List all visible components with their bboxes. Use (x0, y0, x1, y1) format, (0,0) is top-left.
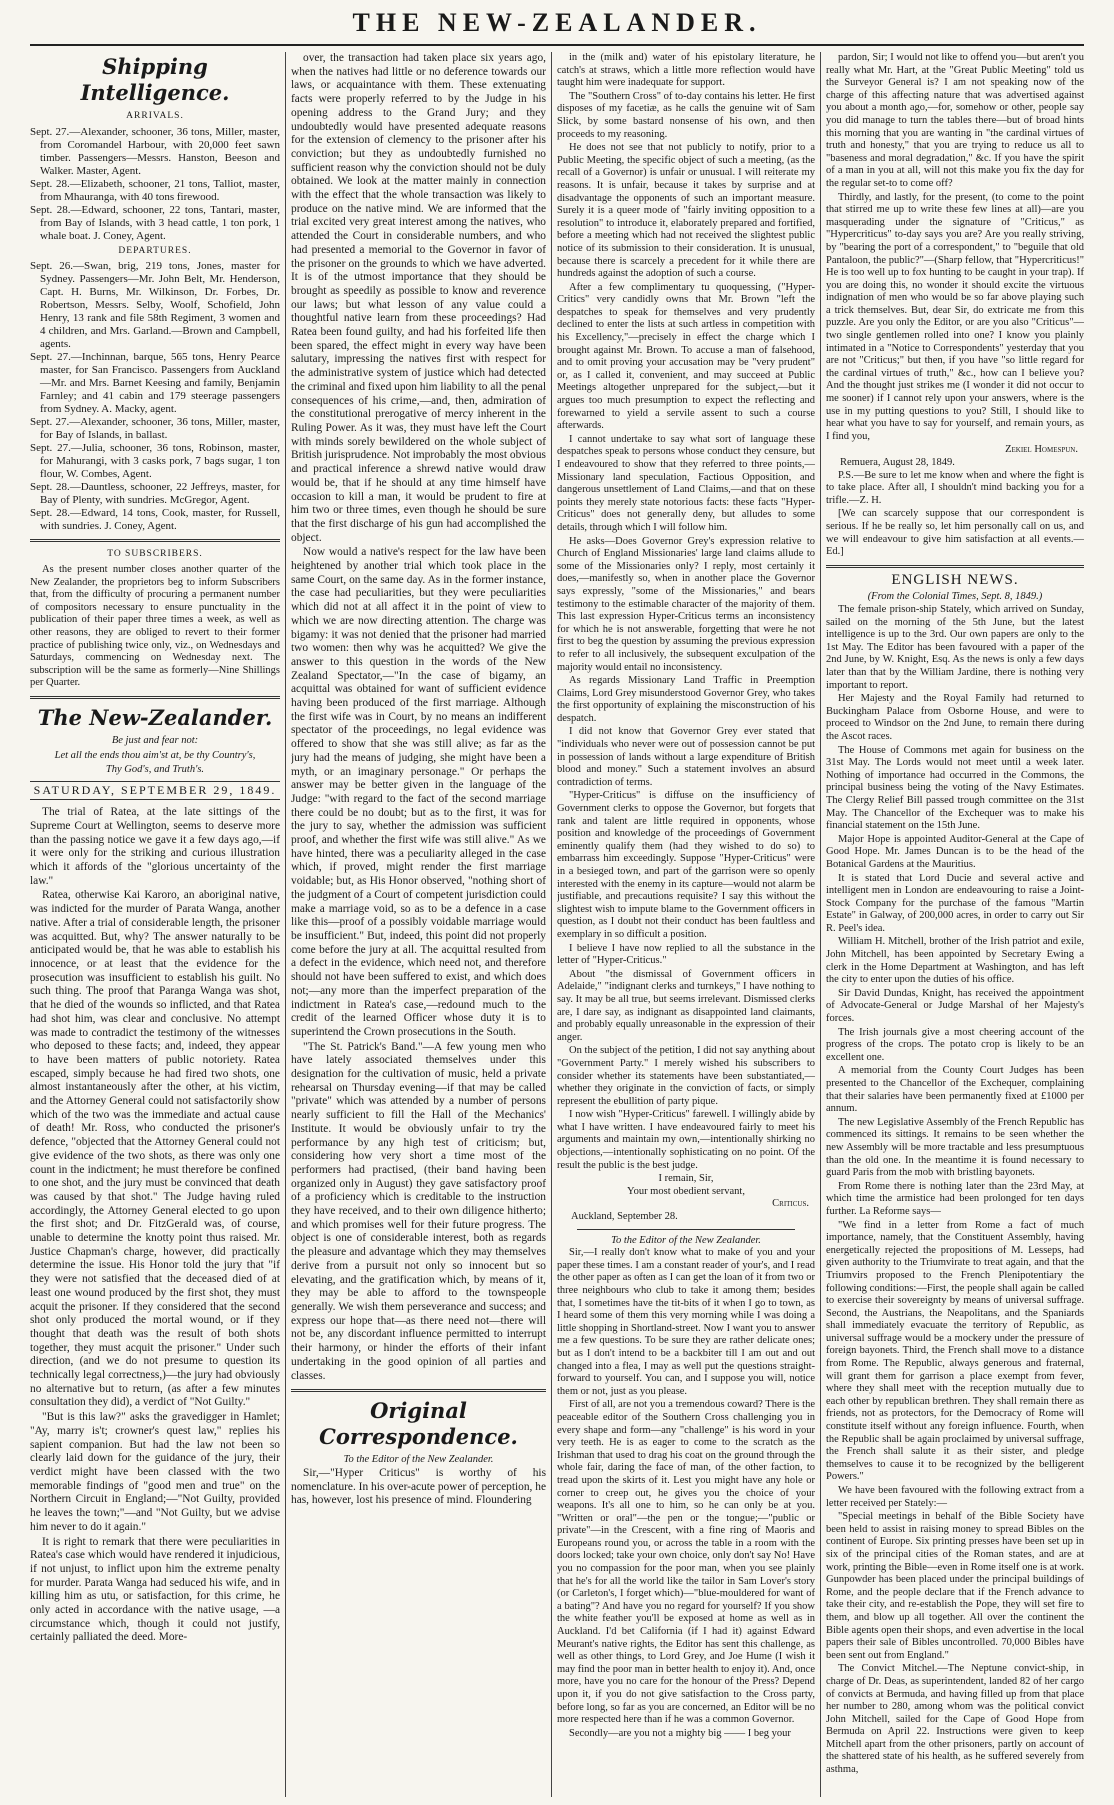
departures-list (30, 260, 280, 533)
homespun-letter (557, 1247, 815, 1740)
masthead: THE NEW-ZEALANDER. (352, 8, 762, 37)
letter-paragraph: The "Southern Cross" of to-day contains his letter. He first disposes of my facetiæ, as he calls the genuine wit of Sam Slick, by some bastard nonsense of his own, and then proceeds to my reasoning. (557, 90, 815, 140)
letter-paragraph: On the subject of the petition, I did not say anything about "Government Party." I merely wished his subscribers to consider whether its statements have been substantiated,—whether they originate in the conviction of facts, or simply represent the ebullition of party pique. (557, 1045, 815, 1107)
letter-signature: Zekiel Homespun. (1005, 444, 1078, 456)
letter-place-date: Remuera, August 28, 1849. (840, 457, 955, 468)
news-paragraph: It is stated that Lord Ducie and several active and intelligent men in London are endeavouring to raise a Joint-Stock Company for the purchase of the famous "Martin Estate" in Galway, of 200,000 acres, in order to carry out Sir R. Peel's idea. (826, 872, 1084, 934)
subscribers-notice: As the present number closes another quarter of the New Zealander, the proprietors beg to inform Subscribers that, from the difficulty of procuring a permanent number of compositors necessary to ensure punctuality in the publication of their paper three times a week, as well as other reasons, they are obliged to revert to their former practice of publishing twice only, viz., on Wednesdays and Saturdays, commencing on Wednesday next. The subscription will be the same as formerly—Nine Shillings per Quarter. (30, 564, 280, 689)
arrival-entry: Sept. 27.—Alexander, schooner, 36 tons, Miller, master, from Coromandel Harbour, with 20,000 feet sawn timber. Passengers—Messrs. Hanston, Beeson and Walker. Master, Agent. (30, 125, 280, 177)
motto-line: Thy God's, and Truth's. (105, 764, 205, 776)
editor-note: [We can scarcely suppose that our correspondent is serious. If he be really so, let him personally call on us, and we will endeavour to give him satisfaction at all events.—Ed.] (826, 508, 1084, 558)
letter-closing: I remain, Sir, (658, 1173, 714, 1185)
departures-label: DEPARTURES. (118, 245, 192, 256)
news-paragraph: Her Majesty and the Royal Family had returned to Buckingham Palace from Osborne House, and were to proceed to Windsor on the 2nd June, to remain there during the Ascot races. (826, 693, 1084, 742)
arrival-entry: Sept. 28.—Edward, schooner, 22 tons, Tantari, master, from Bay of Islands, with 3 head cattle, 1 ton pork, 1 whale boat. J. Coney, Agent. (30, 203, 280, 242)
news-paragraph: We have been favoured with the following extract from a letter received per Stately:— (826, 1485, 1084, 1509)
section-rule (30, 696, 280, 699)
letter-signature: Criticus. (772, 1198, 809, 1210)
article-paragraph: over, the transaction had taken place six years ago, when the natives had little or no deference towards our laws, or acquaintance with them. These extenuating facts were properly referred to by the Judge in his opening address to the Grand Jury; and they undoubtedly would have presented adequate reasons for the extension of clemency to the prisoner after his conviction; but they as undoubtedly furnished no sufficient reason why the conviction should not be duly obtained. We look at the matter mainly in connection with the effect that the whole transaction was likely to produce on the native mind. We are informed that the trial excited very great interest among the natives, who attended the Court in considerable numbers, and who had presented a memorial to the Governor in favor of the prisoner on the grounds to which we have adverted. It is of the utmost importance that they should be brought as speedily as possible to know and reverence our laws; but what lesson of any value could a thoughtful native learn from these proceedings? Had Ratea been found guilty, and had his forfeited life then been spared, the effect might in every way have been salutary, impressing the natives first with respect for the administrative system of justice which had detected the criminal and fixed upon him liability to all the penal consequences of his crime,—and, then, admiration of the constitutional prerogative of mercy inherent in the Ruling Power. As it was, they must have left the Court with minds sorely bewildered on the whole subject of British jurisprudence. Not improbably the most obvious and practical inference a shrewd native would draw would be, that if he should at any time himself have occasion to kill a man, it would be prudent to fire at him two or three times, even though he should be sure that the first discharge of his gun had accomplished the object. (291, 52, 546, 544)
paper-title: The New-Zealander. (37, 705, 273, 731)
letter-closing: Your most obedient servant, (627, 1185, 745, 1197)
section-rule (577, 1229, 795, 1230)
article-paragraph: Now would a native's respect for the law have been heightened by another trial which took place in the same Court, on the same day. As in the former instance, the case had peculiarities, but they were peculiarities which did not at all affect it in the point of view to which we are now directing attention. The charge was bigamy: it was not denied that the prisoner had married two women: then why was he acquitted? We give the answer to this question in the words of the New Zealand Spectator,—"In the case of bigamy, an acquittal was obtained for want of sufficient evidence having been produced of the first marriage. Although the first wife was in Court, by no means an indifferent spectator of the proceedings, no legal evidence was offered to show that she was still alive; as far as the jury had the means of judging, she might have been a myth, or an imaginary personage." Or perhaps the answer may be better given in the language of the Judge: "with regard to the fact of the second marriage there could be no doubt; but as to the first, it was for the jury to say, whether the admission was sufficient proof, and whether the first wife was still alive." As we have hinted, there was a peculiarity alleged in the case which, if proved, might render the first marriage voidable; but, as His Honor observed, "nothing short of the judgment of a Court of competent jurisdiction could make a marriage void, so as to be a defence in a case like this—proof of a possibly voidable marriage would be insufficient." But, indeed, this point did not properly come before the jury at all. The acquittal resulted from a defect in the evidence, which need not, and therefore should not have been suffered to exist, and which does not;—any more than the imperfect preparation of the indictment in Ratea's case,—redound much to the credit of the learned Officer whose duty it is to superintend the Crown prosecutions in the South. (291, 546, 546, 1038)
news-paragraph: From Rome there is nothing later than the 23rd May, at which time the armistice had been prolonged for ten days further. La Reforme says— (826, 1180, 1084, 1217)
letter-paragraph: I cannot undertake to say what sort of language these despatches speak to persons whose conduct they censure, but I endeavoured to show that they referred to three points,—Missionary land speculation, Factious Opposition, and dangerous unsettlement of Land Claims,—and that on these points they merely state notorious facts: these facts "Hyper-Criticus" does not generally deny, but alludes to some details, through which I will follow him. (557, 433, 815, 533)
letter-paragraph: pardon, Sir; I would not like to offend you—but aren't you really what Mr. Hart, at the "Great Public Meeting" told us the Surveyor General is? I am not speaking now of the charge of this affecting nature that was advertised against you about a month ago,—for, somehow or other, people say you did manage to turn the tables there—but of broad hints this morning that you are wanting in "the cardinal virtues of truth and honesty," that you are trying to reduce us all to "baseness and moral degradation," &c. If you have the spirit of a man in you at all, will not this make you fix the day for the regular set-to to come off? (826, 52, 1084, 189)
english-news-heading: ENGLISH NEWS. (891, 571, 1019, 588)
criticus-letter (557, 52, 815, 1172)
letter-paragraph: He asks—Does Governor Grey's expression relative to Church of England Missionaries' large land claims allude to some of the Missionaries only? I reply, most certainly it does,—manifestly so, when in another place the Governor says expressly, "some of the Missionaries," and bears testimony to the estimable character of the majority of them. This last expression Hyper-Criticus terms an inconsistency for which he is not answerable, forgetting that were he not first to beg the question by assuming the previous expression to refer to all inclusively, the subsequent exculpation of the majority would entail no inconsistency. (557, 535, 815, 673)
letter-paragraph: I believe I have now replied to all the substance in the letter of "Hyper-Criticus." (557, 942, 815, 967)
letter-paragraph: "Hyper-Criticus" is diffuse on the insufficiency of Government clerks to oppose the Governor, but forgets that rank and talent are little required in opponents, whose position and knowledge of the proceedings of Government eminently qualify them (had they wished to do so) to embarrass him exceedingly. Suppose "Hyper-Criticus" were in a besieged town, and part of the garrison were so openly interested with the enemy in its capture—would not alarm be justifiable, and precautions requisite? I say this without the slightest wish to impute blame to the Government officers in question, as I doubt not their conduct has been faultless and exemplary in so difficult a position. (557, 790, 815, 940)
letter-salutation-line: To the Editor of the New Zealander. (611, 1234, 761, 1246)
article-paragraph: Ratea, otherwise Kai Karoro, an aboriginal native, was indicted for the murder of Parata Wanga, another native. After a trial of considerable length, the prisoner was acquitted. But, why? The answer naturally to be anticipated would be, that he was able to establish his innocence, or at least that the evidence for the prosecution was insufficient to establish his guilt. No such thing. The proof that Paranga Wanga was shot, that he died of the wounds so inflicted, and that Ratea had shot him, was clear and conclusive. No attempt was made to contradict the testimony of the witnesses who deposed to these facts; and, indeed, they appear to have been matters of public notoriety. Ratea escaped, simply because he had fired two shots, one almost instantaneously after the other, at his victim, and the Attorney General could not satisfactorily show which of the two was the immediate and actual cause of death! Mr. Ross, who conducted the prisoner's defence, "objected that the Attorney General could not give evidence of the two shots, as there was only one count in the indictment; he must therefore be confined to one shot, and the jury must be convinced that death was caused by that shot." The Judge having ruled accordingly, the Attorney General elected to go upon the first shot; and Dr. FitzGerald was, of course, unable to determine the knotty point thus raised. Mr. Justice Chapman's charge, however, did practically determine the issue. His Honor told the jury that "if they were not satisfied that the deceased died of at least one wound produced by the first shot, they must acquit the prisoner. If they considered that the second shot only produced the mortal wound, or if they thought that death was the result of both shots together, they must acquit the prisoner." Under such direction, (and we do not presume to question its technically legal correctness,)—the jury had obviously no alternative but to return, (as after a few minutes consultation they did), a verdict of "Not Guilty." (30, 889, 280, 1409)
article-paragraph: It is right to remark that there were peculiarities in Ratea's case which would have rendered it injudicious, if not unjust, to inflict upon him the extreme penalty for murder. Parata Wanga had seduced his wife, and in killing him as utu, or satisfaction, for this crime, he only acted in accordance with the native usage, —a circumstance which, though it could not justify, certainly palliated the deed. More- (30, 1535, 280, 1644)
column-rule (551, 52, 552, 1797)
article-paragraph: "But is this law?" asks the gravedigger in Hamlet; "Ay, marry is't; crowner's quest law," replies his sapient companion. But had the law not been so clearly laid down for the guidance of the jury, their verdict might have been classed with the two memorable findings of "good men and true" on the Northern Circuit in England;—"Not Guilty, provided he leaves the town;"—and "Not Guilty, but we advise him never to do it again." (30, 1411, 280, 1533)
news-paragraph: The new Legislative Assembly of the French Republic has commenced its sittings. It remains to be seen whether the new Assembly will be more tractable and less presumptuous than the old one. In the meantime it is found necessary to guard Paris from the mob with bristling bayonets. (826, 1116, 1084, 1179)
letter-paragraph: I did not know that Governor Grey ever stated that "individuals who never were out of possession cannot be put in possession of lands without a large expenditure of British blood and money." Such a statement involves an absurd contradiction of terms. (557, 726, 815, 788)
arrivals-label: ARRIVALS. (126, 111, 184, 121)
correspondence-heading: Original Correspondence. (319, 1398, 518, 1450)
letter-paragraph: After a few complimentary tu quoquessing, ("Hyper-Critics" very candidly owns that Mr. Brown "left the despatches to speak for themselves and very prudently declined to enter the lists at such artless in competition with his Excellency,"—precisely in effect the charge which I brought against Mr. Brown. To accuse a man of falsehood, and to omit proving your accusation may be "very prudent" or, as I called it, convenient, and may succeed at Public Meetings altogether unprepared for the subject,—but it argues too much presumption to expect the reflecting and forewarned to yield a servile assent to such a course afterwards. (557, 281, 815, 432)
motto-line: Be just and fear not: (111, 735, 199, 747)
news-paragraph: Sir David Dundas, Knight, has received the appointment of Advocate-General or Judge Marshal of her Majesty's forces. (826, 987, 1084, 1025)
column-2 (291, 52, 546, 1797)
letter-paragraph: First of all, are not you a tremendous coward? There is the peaceable editor of the Southern Cross challenging you in every shape and form—any "challenge" is his word in your very teeth. He is as eager to come to the scratch as the Irishman that used to drag his coat on the ground through the whole fair, daring the face of man, of the other faction, to tread upon the skirts of it. Lest you might have any hole or corner to creep out, he gives you the choice of your weapons. It's all one to him, so he can only be at you. "Written or oral"—the pen or the tongue;—"public or private"—in the Crescent, with a fine ring of Maoris and Europeans round you, or across the table in a room with the doors locked; take your own choice, only don't say No! Have you no compassion for the poor man, when you see plainly that he's for all the world like the tailor in Sam Lover's story (or Carleton's, I forget which)—"blue-mouldered for want of a bating"? And have you no regard for yourself? If you show the white feather you'll be exposed at home as well as in Auckland. I'd bet California (if I had it) against Edward Meurant's native rights, the Editor has sent this challenge, as well as other things, to Lord Grey, and Joe Hume (I wish it may find the poor man in better health to enjoy it). And, once more, have you no care for the honour of the Press? Depend upon it, if you do not give satisfaction to the Cross party, before long, so far as you are concerned, an Editor will be no more respected here than if he was a common Governor. (557, 1399, 815, 1726)
letter-paragraph: Thirdly, and lastly, for the present, (to come to the point that stirred me up to write these few lines at all)—are you masquerading under the signature of "Criticus," as "Hypercriticus" to-day says you are? Are you really striving, by "bearing the port of a correspondent," to "beguile that old Pantaloon, the public?"—(Sharp fellow, that "Hypercriticus!" He is too well up to fox hunting to be caught in your trap). If you are doing this, no wonder it should excite the virtuous indignation of men who would be so far above playing such a trick themselves. But, dear Sir, do extricate me from this puzzle. Are you only the Editor, or are you also "Criticus"—two single gentlemen rolled into one? I know you plainly intimated in a "Notice to Correspondents" yesterday that you are not "Criticus;" but then, if you have "so little regard for the cardinal virtues of truth," &c., how can I believe you? And the thought just strikes me (I wonder it did not occur to me sooner) if I cannot rely upon your answers, where is the use in my putting questions to you? Still, I should like to hear what you have to say for yourself, and remain yours, as I find you, (826, 191, 1084, 442)
article-paragraph: The trial of Ratea, at the late sittings of the Supreme Court at Wellington, seems to deserve more than the passing notice we gave it a few days ago,—if it were only for the striking and curious illustration which it affords of the "glorious uncertainty of the law." (30, 806, 280, 887)
english-news-body (826, 604, 1084, 1777)
news-paragraph: The female prison-ship Stately, which arrived on Sunday, sailed on the morning of the 5th June, but the latest intelligence is up to the 3rd. Our own papers are only to the 1st May. The Editor has been favoured with a paper of the 2nd June, by W. Knight, Esq. As the news is only a few days later than that by the William Jardine, there is nothing very important to report. (826, 604, 1084, 691)
section-rule (826, 565, 1084, 568)
motto-line: Let all the ends thou aim'st at, be thy Country's, (54, 749, 256, 761)
column-rule (820, 52, 821, 1797)
shipping-heading: Shipping Intelligence. (80, 54, 230, 105)
subscribers-heading: TO SUBSCRIBERS. (107, 549, 203, 560)
news-paragraph: William H. Mitchell, brother of the Irish patriot and exile, John Mitchell, has been appointed by Secretary Ewing a clerk in the Home Department at Washington, and has left the city to enter upon the duties of his office. (826, 936, 1084, 986)
masthead-rule (30, 44, 1084, 46)
departure-entry: Sept. 27.—Inchinnan, barque, 565 tons, Henry Pearce master, for San Francisco. Passengers from Auckland—Mr. and Mrs. Barnet Keesing and family, Benjamin Farnley; and 41 cabin and 179 steerage passengers from Sydney. A. Macky, agent. (30, 351, 280, 416)
letter-paragraph: I now wish "Hyper-Criticus" farewell. I willingly abide by what I have written. I have endeavoured fairly to meet his arguments and maintain my own,—intentionally shirking no objections,—intentionally sophisticating on no point. Of the result the public is the best judge. (557, 1109, 815, 1171)
leader-article (30, 806, 280, 1645)
departure-entry: Sept. 27.—Julia, schooner, 36 tons, Robinson, master, for Mahurangi, with 3 casks pork, 7 bags sugar, 1 ton flour, W. Combes, Agent. (30, 442, 280, 481)
column-4 (826, 52, 1084, 1797)
letter-salutation-line: To the Editor of the New Zealander. (343, 1454, 494, 1466)
letter-paragraph: in the (milk and) water of his epistolary literature, he catch's at straws, which a little more reflection would have taught him were inadequate for support. (557, 52, 815, 89)
letter-paragraph: Secondly—are you not a mighty big —— I beg your (569, 1727, 791, 1739)
letter-paragraph: Sir,—I really don't know what to make of you and your paper these times. I am a constant reader of your's, and I read the other paper as often as I can get the loan of it from two or three neighbours who club to take it among them; besides that, I sometimes have the tit-bits of it when I go to town, as I heard some of them this very morning while I was doing a little shopping in Shortland-street. Now I want you to answer me a few questions. To be sure they are rather delicate ones; but as I don't intend to be a backbiter till I am out and out changed into a flea, I may as well put the questions straight-forward to yourself. You can, and I suppose you will, notice them or not, just as you please. (557, 1247, 815, 1397)
news-paragraph: Major Hope is appointed Auditor-General at the Cape of Good Hope. Mr. James Duncan is to be the head of the Botanical Gardens at the Mauritius. (826, 833, 1084, 870)
departure-entry: Sept. 26.—Swan, brig, 219 tons, Jones, master for Sydney. Passengers—Mr. John Belt, Mr. Henderson, Capt. H. Burns, Mr. Wilkinson, Dr. Forbes, Dr. Robertson, Messrs. Selby, Woolf, Schofield, John Henry, 13 rank and file 58th Regiment, 3 women and 4 children, and Mrs. Garland.—Brown and Campbell, agents. (30, 260, 280, 351)
homespun-letter-cont (826, 52, 1084, 443)
news-source: (From the Colonial Times, Sept. 8, 1849.) (867, 591, 1043, 603)
section-rule (291, 1389, 546, 1392)
letter-paragraph: As regards Missionary Land Traffic in Preemption Claims, Lord Grey misunderstood Governor Grey, who takes the first opportunity of explaining the misconstruction of his despatch. (557, 675, 815, 724)
dateline: SATURDAY, SEPTEMBER 29, 1849. (30, 781, 280, 801)
column-2-articles (291, 52, 546, 1383)
departure-entry: Sept. 27.—Alexander, schooner, 36 tons, Miller, master, for Bay of Islands, in ballast. (30, 416, 280, 442)
column-3 (557, 52, 815, 1797)
letter-place-date: Auckland, September 28. (571, 1211, 678, 1223)
letter-paragraph: He does not see that not publicly to notify, prior to a Public Meeting, the specific object of such a meeting, (as the recall of a Governor) is unfair or unusual. I will reiterate my reasons. It is unfair, because it takes by surprise and at disadvantage the opponents of such an important measure. Surely it is a queer mode of "fairly inviting opposition to a resolution" to introduce it, elaborately prepared and fortified, before a meeting which had not received the slightest public notice of its submission to their consideration. It is unusual, because there is scarcely a precedent for it while there are hundreds against the adoption of such a course. (557, 142, 815, 280)
arrivals-list (30, 126, 280, 243)
news-paragraph: "Special meetings in behalf of the Bible Society have been held to assist in raising money to spread Bibles on the continent of Europe. Six printing presses have been set up in six of the principal cities of the Roman states, and are at work, printing the Bible—even in Rome itself one is at work. Gunpowder has been placed under the principal buildings of Rome, and the people declare that if the French advance to take their city, and re-establish the Pope, they will set fire to them, and blow up all together. All over the continent the Bible agents open their shops, and even advertise in the local papers their sale of Bibles uncontrolled. 70,000 Bibles have been sent out from England." (826, 1511, 1084, 1661)
news-paragraph: A memorial from the County Court Judges has been presented to the Chancellor of the Exchequer, complaining that their salaries have been permanently fixed at £1000 per annum. (826, 1065, 1084, 1115)
letter-paragraph: About "the dismissal of Government officers in Adelaide," "indignant clerks and turnkeys," I have nothing to say. It may be all true, but seems irrelevant. Dismissed clerks are, I dare say, as indignant as disappointed land claimants, and probably equally unreasonable in the expression of their anger. (557, 968, 815, 1043)
departure-entry: Sept. 28.—Dauntless, schooner, 22 Jeffreys, master, for Bay of Plenty, with sundries. McGregor, Agent. (30, 481, 280, 507)
column-rule (285, 52, 286, 1797)
column-1 (30, 52, 280, 1797)
departure-entry: Sept. 28.—Edward, 14 tons, Cook, master, for Russell, with sundries. J. Coney, Agent. (30, 507, 280, 533)
news-paragraph: "We find in a letter from Rome a fact of much importance, namely, that the Constituent Assembly, having energetically rejected the propositions of M. Lesseps, had given authority to the Triumvirate to treat again, and that the Triumvirs proposed to the French Plenipotentiary the following conditions:—First, the people shall again be called to exercise their sovereignty by means of universal suffrage. Second, the Austrians, the Neapolitans, and the Spaniards shall immediately evacuate the territory of Republic, as universal suffrage would be a mockery under the pressure of foreign bayonets. Third, the French shall move to a distance from Rome. The Republic, always generous and fraternal, will grant them for garrison a place exempt from fever, where they shall meet with the reception mutually due to each other by republican brethren. They shall remain there as friends, not as protectors, for the Democracy of Rome will constitute itself without any foreign influence. Fourth, when the Republic shall be again proclaimed by universal suffrage, the French shall salute it as their sister, and pledge themselves to cause it to be recognized by the belligerent Powers." (826, 1219, 1084, 1483)
postscript: P.S.—Be sure to let me know when and where the fight is to take place. After all, I shouldn't mind backing you for a trifle.—Z. H. (826, 469, 1084, 506)
section-rule (30, 539, 280, 542)
news-paragraph: The Irish journals give a most cheering account of the progress of the crops. The potato crop is likely to be an excellent one. (826, 1026, 1084, 1063)
news-paragraph: The House of Commons met again for business on the 31st May. The Lords would not meet until a week later. Nothing of importance had occurred in the Commons, the principal business being the voting of the Navy Estimates. The Clergy Relief Bill passed trough committee on the 31st May. The Chancellor of the Exchequer was to make his financial statement on the 15th June. (826, 744, 1084, 832)
letter-paragraph: Sir,—"Hyper Criticus" is worthy of his nomenclature. In his over-acute power of perception, he has, however, lost his presence of mind. Floundering (291, 1466, 546, 1507)
arrival-entry: Sept. 28.—Elizabeth, schooner, 21 tons, Talliot, master, from Mhauranga, with 40 tons firewood. (30, 177, 280, 203)
article-paragraph: "The St. Patrick's Band."—A few young men who have lately associated themselves under this designation for the cultivation of music, held a private rehearsal on Thursday evening—if that may be called "private" which was attended by a number of persons nearly sufficient to fill the Hall of the Mechanics' Institute. It would be obviously unfair to try the performance by any high test of criticism; but, considering how very short a time most of the performers had practised, (their band having been organized only in August) they gave satisfactory proof of a proficiency which is creditable to the instruction they have received, and to their own diligence hitherto; and which promises well for their future progress. The object is one of considerable interest, both as regards the pleasure and advantage which they may themselves derive from a pursuit not only so innocent but so elevating, and the gratification which, by means of it, they may be able to afford to the townspeople generally. We wish them perseverance and success; and express our hope that—as there need not—there will not be, any discordant influence permitted to interrupt their harmony, or hinder the efforts of their infant undertaking in the good opinion of all parties and classes. (291, 1040, 546, 1382)
news-paragraph: The Convict Mitchel.—The Neptune convict-ship, in charge of Dr. Deas, as superintendent, landed 82 of her cargo of convicts at Bermuda, and having filled up from that place her number to 280, among whom was the political convict John Mitchell, sailed for the Cape of Good Hope from Bermuda on April 22. Instructions were given to keep Mitchell apart from the other prisoners, partly on account of the shattered state of his health, as he suffered severely from asthma, (826, 1663, 1084, 1776)
